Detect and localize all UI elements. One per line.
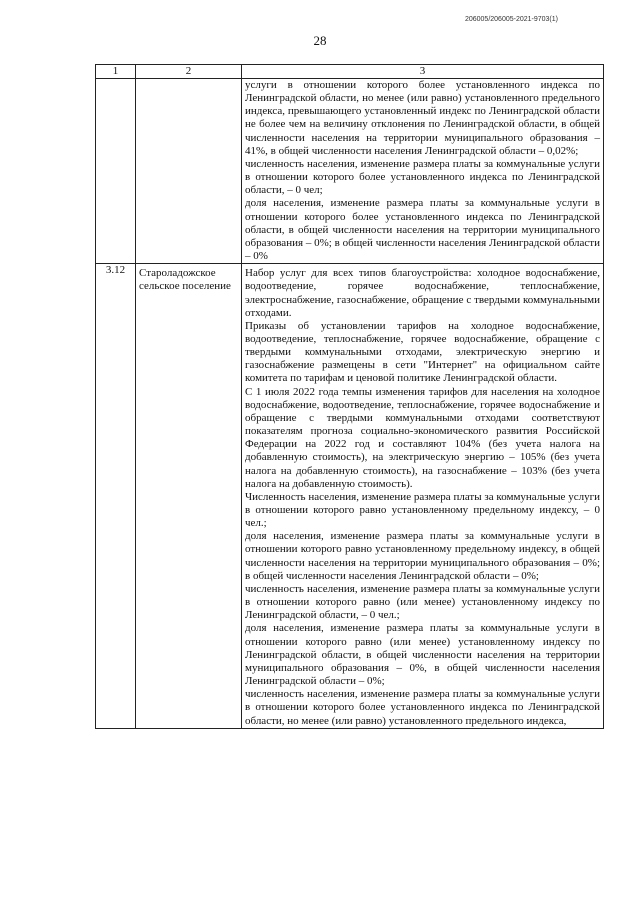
paragraph: численность населения, изменение размера платы за коммунальные услуги в отношении которого равно (или менее) установленному индексу по Ленинградской области, – 0 чел.; — [245, 582, 600, 622]
row-content — [242, 79, 604, 264]
row-number: 3.12 — [96, 264, 136, 728]
municipality-name — [136, 79, 242, 264]
municipality-name: Староладожское сельское поселение — [136, 264, 242, 728]
column-header-3: 3 — [242, 65, 604, 79]
table-header-row — [96, 65, 604, 79]
paragraph: Численность населения, изменение размера платы за коммунальные услуги в отношении которого равно установленному предельному индексу, – 0 чел.; — [245, 490, 600, 530]
row-content — [242, 264, 604, 728]
paragraph: численность населения, изменение размера платы за коммунальные услуги в отношении которого более установленного индекса по Ленинградской области, – 0 чел; — [245, 157, 600, 197]
table-row-continuation — [96, 79, 604, 264]
column-header-1: 1 — [96, 65, 136, 79]
paragraph: С 1 июля 2022 года темпы изменения тарифов для населения на холодное водоснабжение, водоотведение, теплоснабжение, горячее водоснабжение и обращение с твердыми коммунальными отходами соответствуют показателям прогноза социально-экономического развития Российской Федерации на 2022 год и составляют 104% (без учета налога на добавленную стоимость), на электрическую энергию – 105% (без учета налога на добавленную стоимость), на газоснабжение – 103% (без учета налога на добавленную стоимость). — [245, 385, 600, 490]
column-header-2: 2 — [136, 65, 242, 79]
row-number — [96, 79, 136, 264]
paragraph: численность населения, изменение размера платы за коммунальные услуги в отношении которого более установленного индекса по Ленинградской области, но менее (или равно) установленного предельного индекса, — [245, 688, 600, 727]
document-id: 206005/206005-2021-9703(1) — [464, 16, 558, 23]
page-number: 28 — [313, 33, 327, 48]
paragraph: Приказы об установлении тарифов на холодное водоснабжение, водоотведение, теплоснабжение, горячее водоснабжение, обращение с твердыми коммунальными отходами, электрическую энергию и газоснабжение размещены в сети "Интернет" на официальном сайте комитета по тарифам и ценовой политике Ленинградской области. — [245, 319, 600, 385]
document-table — [95, 64, 604, 729]
paragraph: Набор услуг для всех типов благоустройства: холодное водоснабжение, водоотведение, горячее водоснабжение, теплоснабжение, электроснабжение, газоснабжение, обращение с твердыми коммунальными отходами. — [245, 267, 600, 319]
paragraph: доля населения, изменение размера платы за коммунальные услуги в отношении которого более установленного индекса по Ленинградской области, в общей численности населения на территории муниципального образования – 0%; в общей численности населения Ленинградской области – 0% — [245, 197, 600, 263]
paragraph: услуги в отношении которого более установленного индекса по Ленинградской области, но менее (или равно) установленного предельного индекса, превышающего установленный индекс по Ленинградской области не более чем на величину отклонения по Ленинградской области, в общей численности населения на территории муниципального образования – 41%, в общей численности населения Ленинградской области – 0,02%; — [245, 79, 600, 157]
paragraph: доля населения, изменение размера платы за коммунальные услуги в отношении которого равно (или менее) установленному индексу по Ленинградской области, в общей численности населения на территории муниципального образования – 0%, в общей численности населения Ленинградской области – 0%; — [245, 622, 600, 688]
table-row-3-12 — [96, 264, 604, 728]
paragraph: доля населения, изменение размера платы за коммунальные услуги в отношении которого равно установленному предельному индексу, в общей численности населения на территории муниципального образования – 0%; в общей численности населения Ленинградской области – 0%; — [245, 530, 600, 582]
